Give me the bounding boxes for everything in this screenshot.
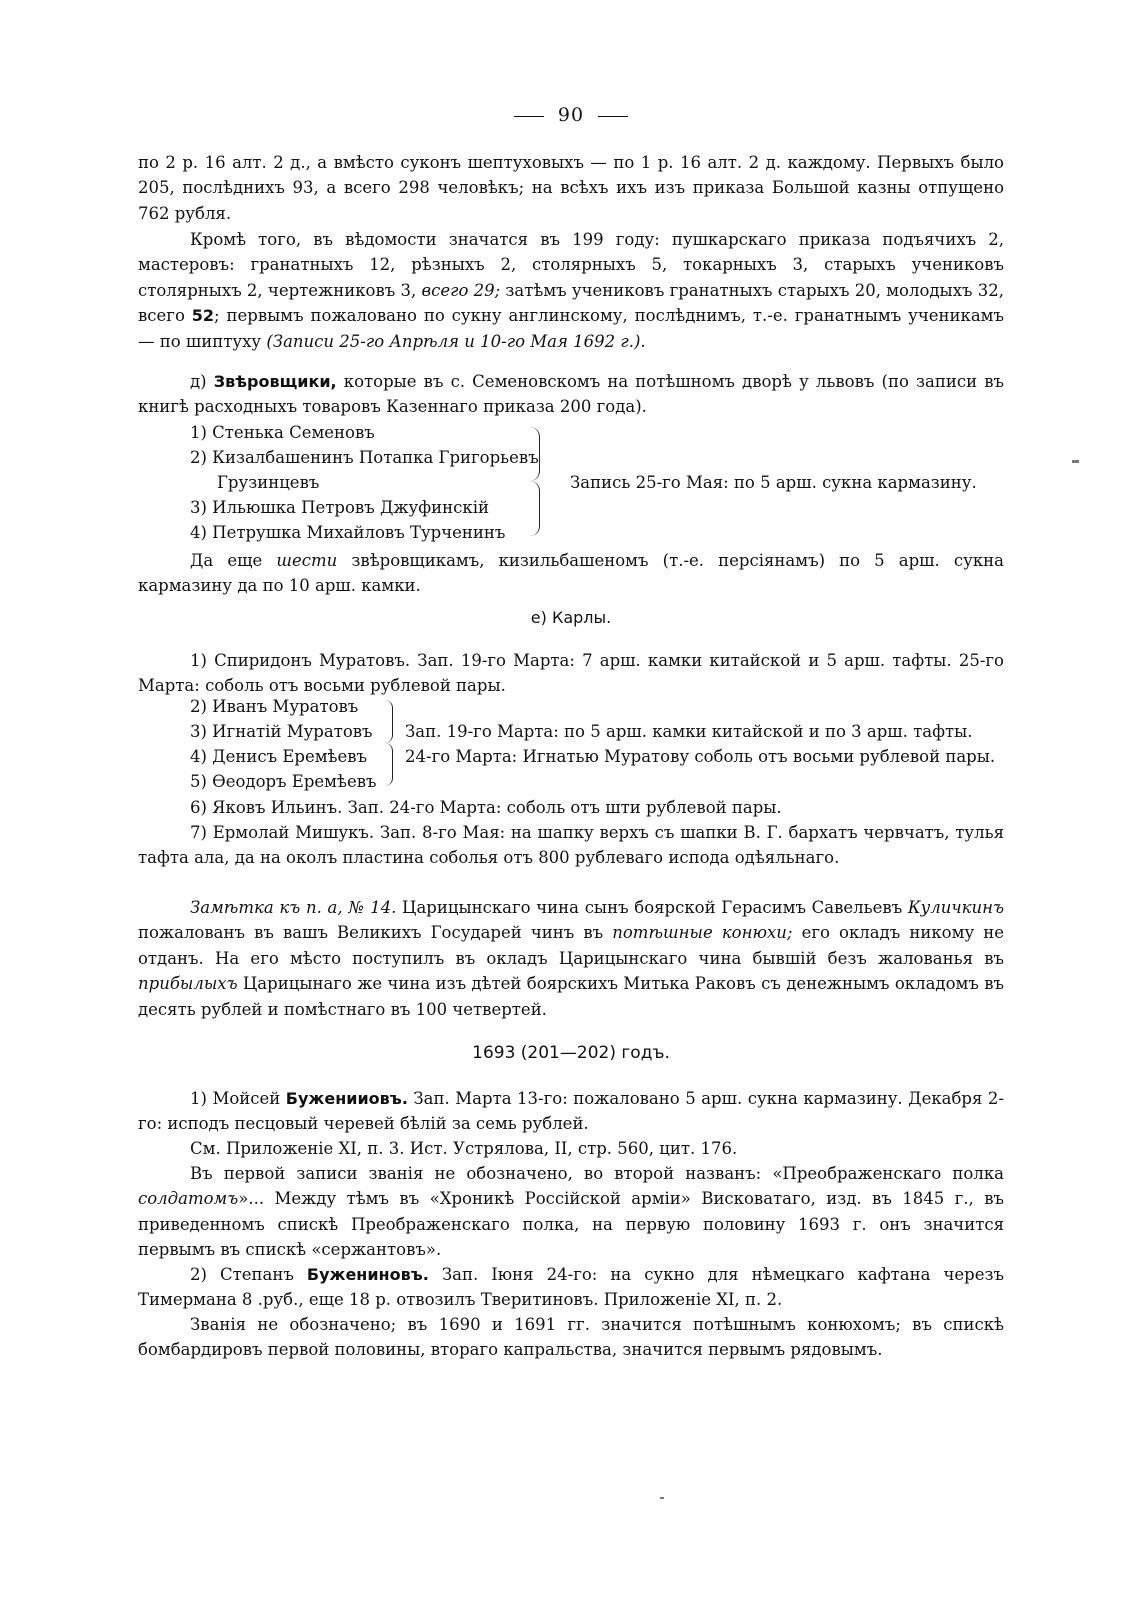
list-item: Грузинцевъ — [217, 473, 320, 492]
scan-mark — [660, 1497, 664, 1499]
karly-item-6: 6) Яковъ Ильинъ. Зап. 24-го Марта: соболь отъ шти рублевой пары. — [190, 798, 782, 817]
reference-line: См. Приложеніе XI, п. 3. Ист. Устрялова, II, стр. 560, цит. 176. — [190, 1139, 738, 1158]
section-heading-karly: е) Карлы. — [530, 608, 612, 627]
zverovshchiki-paragraph: д) Звѣровщики, которые въ с. Семеновскомъ на потѣшномъ дворѣ у львовъ (по записи въ книгѣ расходныхъ товаровъ Казеннаго приказа 200 года). — [138, 372, 1004, 417]
brace-top — [385, 700, 393, 743]
brace-bottom — [530, 481, 540, 536]
page-number-text: 90 — [557, 104, 585, 126]
list-item: 1) Стенька Семеновъ — [190, 423, 375, 442]
karly-item-7: 7) Ермолай Мишукъ. Зап. 8-го Мая: на шапку верхъ съ шапки В. Г. бархатъ червчатъ, тулья тафта ала, да на околъ пластина соболья отъ 800 рублеваго испода одѣяльнаго. — [138, 823, 1004, 868]
entry-buzheninov-1: 1) Мойсей Буженииовъ. Зап. Марта 13-го: пожаловано 5 арш. сукна кармазину. Декабря 2-го: исподъ песцовый черевей бѣлій за семь рублей. — [138, 1089, 1004, 1134]
list-item: 4) Петрушка Михайловъ Турченинъ — [190, 523, 506, 542]
dash-left — [514, 116, 544, 117]
list-item: 3) Ильюшка Петровъ Джуфинскій — [190, 498, 489, 517]
paragraph-1: по 2 р. 16 алт. 2 д., а вмѣсто суконъ шептуховыхъ — по 1 р. 16 алт. 2 д. каждому. Первыхъ было 205, послѣднихъ 93, а всего 298 человѣкъ; на всѣхъ ихъ изъ приказа Большой казны отпущено 762 рубля. — [138, 153, 1004, 223]
commentary-paragraph: Въ первой записи званія не обозначено, во второй названъ: «Преображенскаго полка солдатомъ»... Между тѣмъ въ «Хроникѣ Россійской арміи» Висковатаго, изд. въ 1845 г., въ приведенномъ спискѣ Преображенскаго полка, на первую половину 1693 г. онъ значится первымъ въ спискѣ «сержантовъ». — [138, 1164, 1004, 1260]
list-item: 2) Кизалбашенинъ Потапка Григорьевъ — [190, 448, 539, 467]
karly-group-note-2: 24-го Марта: Игнатью Муратову соболь отъ восьми рублевой пары. — [405, 747, 996, 766]
list-item: 3) Игнатій Муратовъ — [190, 722, 373, 741]
list-item: 4) Денисъ Еремѣевъ — [190, 747, 368, 766]
dash-right — [598, 116, 628, 117]
note-paragraph: Замѣтка къ п. а, № 14. Царицынскаго чина сынъ боярской Герасимъ Савельевъ Куличкинъ пожалованъ въ вашъ Великихъ Государей чинъ въ потѣшные конюхи; его окладъ никому не отданъ. На его мѣсто поступилъ въ окладъ Царицынскаго чина бывшій безъ жалованья въ прибылыхъ Царицынаго же чина изъ дѣтей боярскихъ Митька Раковъ съ денежнымъ окладомъ въ десять рублей и помѣстнаго въ 100 четвертей. — [138, 898, 1005, 1019]
page-number — [138, 104, 1004, 126]
karly-item-1: 1) Спиридонъ Муратовъ. Зап. 19-го Марта: 7 арш. камки китайской и 5 арш. тафты. 25-го Марта: соболь отъ восьми рублевой пары. — [138, 651, 1004, 696]
scan-mark — [1072, 460, 1079, 463]
paragraph-2: Кромѣ того, въ вѣдомости значатся въ 199 году: пушкарскаго приказа подъячихъ 2, мастеровъ: гранатныхъ 12, рѣзныхъ 2, столярныхъ 5, токарныхъ 3, старыхъ учениковъ столярныхъ 2, чертежниковъ 3, всего 29; затѣмъ учениковъ гранатныхъ старыхъ 20, молодыхъ 32, всего 52; первымъ пожаловано по сукну англинскому, послѣднимъ, т.-е. гранатнымъ ученикамъ — по шиптуху (Записи 25-го Апрѣля и 10-го Мая 1692 г.). — [138, 230, 1004, 351]
final-paragraph: Званія не обозначено; въ 1690 и 1691 гг. значится потѣшнымъ конюхомъ; въ спискѣ бомбардировъ первой половины, втораго капральства, значится первымъ рядовымъ. — [138, 1315, 1004, 1360]
entry-buzheninov-2: 2) Степанъ Бужениновъ. Зап. Іюня 24-го: на сукно для нѣмецкаго кафтана черезъ Тимермана 8 .руб., еще 18 р. отвозилъ Тверитиновъ. Приложеніе XI, п. 2. — [138, 1265, 1004, 1310]
zverovshchiki-note: Запись 25-го Мая: по 5 арш. сукна кармазину. — [570, 473, 977, 492]
karly-group-note-1: Зап. 19-го Марта: по 5 арш. камки китайской и по 3 арш. тафты. — [405, 722, 973, 741]
brace-top — [530, 427, 540, 481]
zverovshchiki-extra: Да еще шести звѣровщикамъ, кизильбашеномъ (т.-е. персіянамъ) по 5 арш. сукна кармазину да по 10 арш. камки. — [138, 551, 1004, 596]
year-heading: 1693 (201—202) годъ. — [472, 1043, 670, 1063]
list-item: 2) Иванъ Муратовъ — [190, 697, 359, 716]
list-item: 5) Ѳеодоръ Еремѣевъ — [190, 772, 377, 791]
brace-bottom — [385, 743, 393, 786]
